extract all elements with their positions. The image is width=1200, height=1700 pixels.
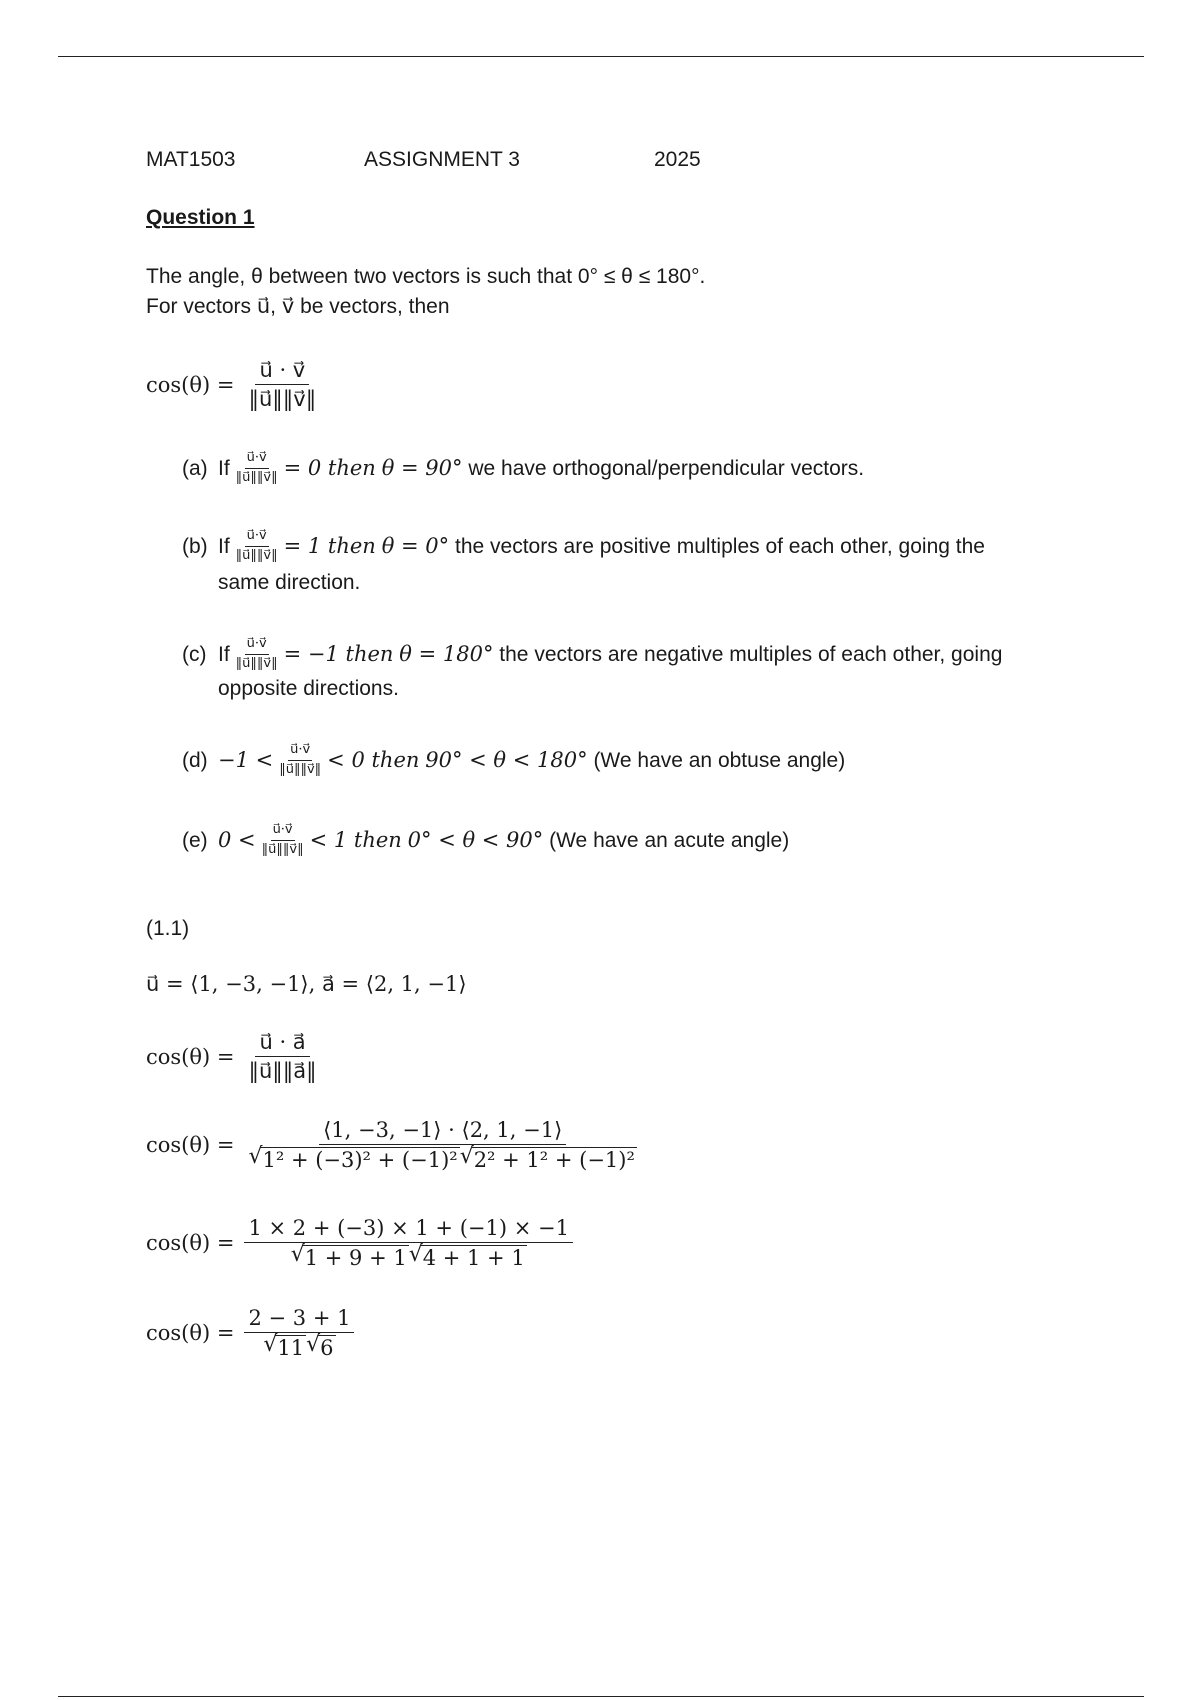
step-1-numerator: u⃗ · a⃗ xyxy=(255,1030,309,1057)
intro-line-2: For vectors u⃗, v⃗ be vectors, then xyxy=(146,295,450,318)
case-d-prefix: −1 < xyxy=(218,747,274,772)
formula-lhs: cos(θ) = xyxy=(146,372,235,397)
formula-fraction xyxy=(244,358,320,411)
step-2-sqrt-b xyxy=(460,1147,637,1172)
case-d-frac-den: ‖u⃗‖‖v⃗‖ xyxy=(279,761,322,777)
formula-denominator: ‖u⃗‖‖v⃗‖ xyxy=(248,387,317,411)
case-e-relation: < 1 then xyxy=(309,827,402,852)
step-1-lhs: cos(θ) = xyxy=(146,1044,235,1069)
case-d-theta: 90° < θ < 180° xyxy=(425,747,588,772)
step-4-sqrt-a xyxy=(263,1335,306,1360)
case-e-frac-num: u⃗·v⃗ xyxy=(271,822,295,841)
assignment-title: ASSIGNMENT 3 xyxy=(364,148,520,171)
step-2-sqrt-a xyxy=(248,1147,459,1172)
step-1-fraction xyxy=(244,1030,320,1083)
case-a-fraction xyxy=(234,450,280,487)
case-c xyxy=(182,636,1002,673)
case-b-text-continued: same direction. xyxy=(218,571,361,594)
step-2-denominator xyxy=(244,1145,640,1172)
case-d-label: (d) xyxy=(182,748,208,772)
case-a-frac-num: u⃗·v⃗ xyxy=(245,450,269,469)
case-b-frac-den: ‖u⃗‖‖v⃗‖ xyxy=(235,547,278,563)
case-b-text: the vectors are positive multiples of each other, going the xyxy=(454,534,985,558)
step-4-radicand-a: 11 xyxy=(277,1336,305,1360)
case-e-text: (We have an acute angle) xyxy=(549,828,790,852)
case-c-text: the vectors are negative multiples of each other, going xyxy=(499,642,1003,666)
case-a-relation: = 0 then xyxy=(283,455,376,480)
case-e xyxy=(182,822,789,859)
intro-line-1: The angle, θ between two vectors is such that 0° ≤ θ ≤ 180°. xyxy=(146,265,706,288)
case-b-fraction xyxy=(234,528,280,565)
step-3-sqrt-a xyxy=(291,1245,409,1270)
step-4-radicand-b: 6 xyxy=(320,1336,334,1360)
step-2-radicand-a: 1² + (−3)² + (−1)² xyxy=(262,1148,458,1172)
case-c-label: (c) xyxy=(182,642,207,666)
step-2-lhs: cos(θ) = xyxy=(146,1133,235,1157)
case-e-fraction xyxy=(260,822,306,859)
cosine-formula xyxy=(146,358,324,411)
case-c-fraction xyxy=(234,636,280,673)
case-a-frac-den: ‖u⃗‖‖v⃗‖ xyxy=(235,469,278,485)
step-3-denominator xyxy=(287,1243,531,1270)
step-2-radicand-b: 2² + 1² + (−1)² xyxy=(473,1148,635,1172)
step-4-sqrt-b xyxy=(306,1335,335,1360)
case-d-fraction xyxy=(277,742,323,779)
step-1-denominator: ‖u⃗‖‖a⃗‖ xyxy=(248,1059,317,1083)
step-4-denominator xyxy=(259,1333,339,1360)
case-c-text-continued: opposite directions. xyxy=(218,677,399,700)
case-a xyxy=(182,450,864,487)
case-b-prefix: If xyxy=(218,534,230,558)
case-b-frac-num: u⃗·v⃗ xyxy=(245,528,269,547)
case-a-text: we have orthogonal/perpendicular vectors. xyxy=(468,456,865,480)
case-d xyxy=(182,742,845,779)
assignment-year: 2025 xyxy=(654,148,701,171)
step-2 xyxy=(146,1118,645,1172)
case-e-prefix: 0 < xyxy=(218,827,256,852)
step-4 xyxy=(146,1306,358,1360)
question-heading: Question 1 xyxy=(146,206,255,229)
course-code: MAT1503 xyxy=(146,148,236,171)
step-3-radicand-a: 1 + 9 + 1 xyxy=(304,1246,407,1270)
case-e-frac-den: ‖u⃗‖‖v⃗‖ xyxy=(261,841,304,857)
formula-numerator: u⃗ · v⃗ xyxy=(255,358,309,385)
step-4-lhs: cos(θ) = xyxy=(146,1321,235,1345)
step-2-numerator: ⟨1, −3, −1⟩ · ⟨2, 1, −1⟩ xyxy=(319,1118,566,1145)
case-a-label: (a) xyxy=(182,456,208,480)
step-1 xyxy=(146,1030,325,1083)
case-c-theta: θ = 180° xyxy=(399,641,494,666)
case-c-frac-num: u⃗·v⃗ xyxy=(245,636,269,655)
step-3-numerator: 1 × 2 + (−3) × 1 + (−1) × −1 xyxy=(244,1216,572,1243)
step-3-fraction xyxy=(244,1216,572,1270)
step-2-fraction xyxy=(244,1118,640,1172)
step-3-radicand-b: 4 + 1 + 1 xyxy=(422,1246,525,1270)
part-label: (1.1) xyxy=(146,917,190,940)
step-3-sqrt-b xyxy=(409,1245,527,1270)
case-d-text: (We have an obtuse angle) xyxy=(593,748,846,772)
case-b xyxy=(182,528,985,565)
step-3 xyxy=(146,1216,577,1270)
case-b-relation: = 1 then xyxy=(283,533,376,558)
step-4-fraction xyxy=(244,1306,354,1360)
case-c-relation: = −1 then xyxy=(283,641,394,666)
case-e-theta: 0° < θ < 90° xyxy=(407,827,544,852)
case-a-prefix: If xyxy=(218,456,230,480)
vector-definitions: u⃗ = ⟨1, −3, −1⟩, a⃗ = ⟨2, 1, −1⟩ xyxy=(146,972,467,996)
step-3-lhs: cos(θ) = xyxy=(146,1231,235,1255)
case-b-label: (b) xyxy=(182,534,208,558)
case-c-frac-den: ‖u⃗‖‖v⃗‖ xyxy=(235,655,278,671)
case-b-theta: θ = 0° xyxy=(381,533,450,558)
case-c-prefix: If xyxy=(218,642,230,666)
case-e-label: (e) xyxy=(182,828,208,852)
case-d-relation: < 0 then xyxy=(327,747,420,772)
bottom-rule xyxy=(58,1696,1144,1697)
top-rule xyxy=(58,56,1144,57)
case-d-frac-num: u⃗·v⃗ xyxy=(288,742,312,761)
case-a-theta: θ = 90° xyxy=(381,455,463,480)
step-4-numerator: 2 − 3 + 1 xyxy=(244,1306,354,1333)
